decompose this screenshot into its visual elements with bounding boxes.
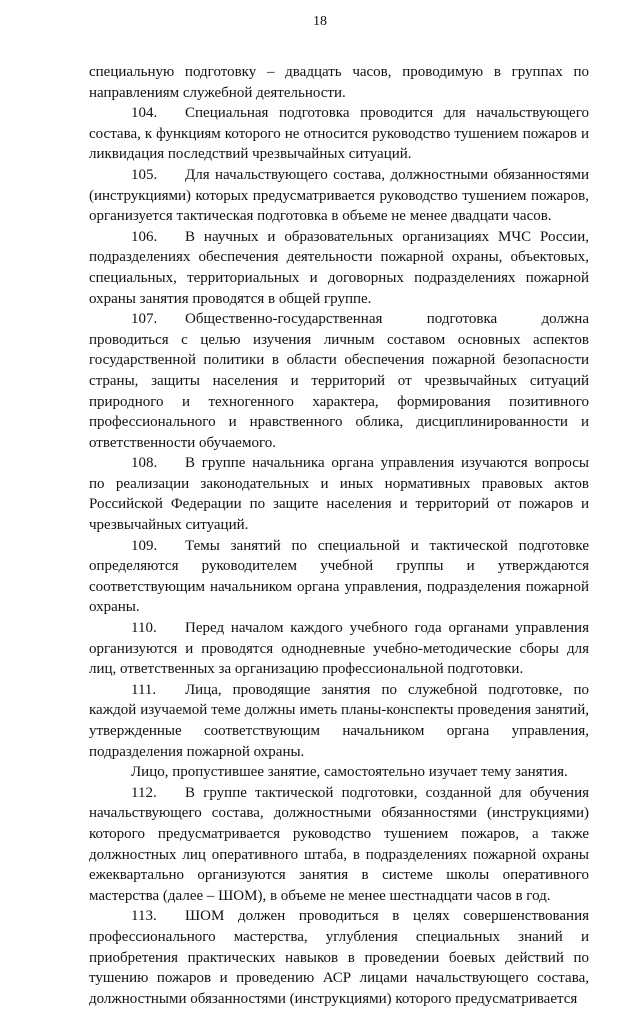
paragraph-number: 110. [131, 620, 157, 637]
paragraph-text: Темы занятий по специальной и тактической подготовке определяются руководителем учебной группы и утверждаются соответствующим начальником органа управления, подразделения пожарной охраны. [89, 537, 589, 616]
page-number: 18 [313, 14, 327, 29]
paragraph-text: В группе тактической подготовки, созданной для обучения начальствующего состава, должностными обязанностями (инструкциями) которого предусматривается руководство тушением пожаров, а также должностных лиц оперативного штаба, в подразделениях пожарной охраны ежеквартально организуются занятия в системе школы оперативного мастерства (далее – ШОМ), в объеме не менее шестнадцати часов в год. [89, 784, 589, 904]
paragraph-106 [89, 227, 589, 309]
paragraph-text: ШОМ должен проводиться в целях совершенствования профессионального мастерства, углубления специальных знаний и приобретения практических навыков в проведении боевых действий по тушению пожаров и проведению АСР лицами начальствующего состава, должностными обязанностями (инструкциями) которого предусматривается [89, 908, 589, 1007]
paragraph-108 [89, 453, 589, 535]
document-body [89, 62, 589, 1009]
paragraph-number: 109. [131, 537, 158, 554]
paragraph-number: 111. [131, 681, 157, 698]
paragraph-number: 112. [131, 784, 157, 801]
paragraph-107 [89, 309, 589, 453]
paragraph-text: Для начальствующего состава, должностными обязанностями (инструкциями) которых предусматривается руководство тушением пожаров, организуется тактическая подготовка в объеме не менее двадцати часов. [89, 166, 589, 225]
paragraph-continuation [89, 62, 589, 103]
paragraph-110 [89, 618, 589, 680]
paragraph-number: 108. [131, 455, 158, 472]
paragraph-text: Общественно-государственная подготовка должна проводиться с целью изучения личным составом основных аспектов государственной политики в области обеспечения пожарной безопасности страны, защиты населения и территорий от чрезвычайных ситуаций природного и техногенного характера, формирования позитивного профессионального и нравственного облика, дисциплинированности и ответственности обучаемого. [89, 311, 589, 451]
paragraph-text: Лицо, пропустившее занятие, самостоятельно изучает тему занятия. [131, 764, 568, 781]
paragraph-number: 104. [131, 105, 158, 122]
paragraph-number: 106. [131, 228, 158, 245]
paragraph-109 [89, 536, 589, 618]
paragraph-text: специальную подготовку – двадцать часов, проводимую в группах по направлениям служебной деятельности. [89, 64, 589, 101]
paragraph-number: 107. [131, 311, 158, 328]
paragraph-number: 113. [131, 908, 157, 925]
paragraph-text: Лица, проводящие занятия по служебной подготовке, по каждой изучаемой теме должны иметь планы-конспекты проведения занятий, утвержденные соответствующим начальником органа управления, подразделения пожарной охраны. [89, 681, 589, 760]
paragraph-111-note [89, 762, 589, 783]
paragraph-text: Перед началом каждого учебного года органами управления организуются и проводятся однодневные учебно-методические сборы для лиц, ответственных за организацию профессиональной подготовки. [89, 620, 589, 678]
paragraph-111 [89, 680, 589, 762]
paragraph-text: В научных и образовательных организациях МЧС России, подразделениях обеспечения деятельности пожарной охраны, объектовых, специальных, территориальных и договорных подразделениях пожарной охраны занятия проводятся в общей группе. [89, 228, 589, 307]
paragraph-113 [89, 906, 589, 1009]
paragraph-text: Специальная подготовка проводится для начальствующего состава, к функциям которого не относится руководство тушением пожаров и ликвидация последствий чрезвычайных ситуаций. [89, 105, 589, 163]
paragraph-112 [89, 783, 589, 907]
paragraph-text: В группе начальника органа управления изучаются вопросы по реализации законодательных и иных нормативных правовых актов Российской Федерации по защите населения и территорий от пожаров и чрезвычайных ситуаций. [89, 455, 589, 534]
paragraph-104 [89, 103, 589, 165]
paragraph-number: 105. [131, 166, 158, 183]
paragraph-105 [89, 165, 589, 227]
